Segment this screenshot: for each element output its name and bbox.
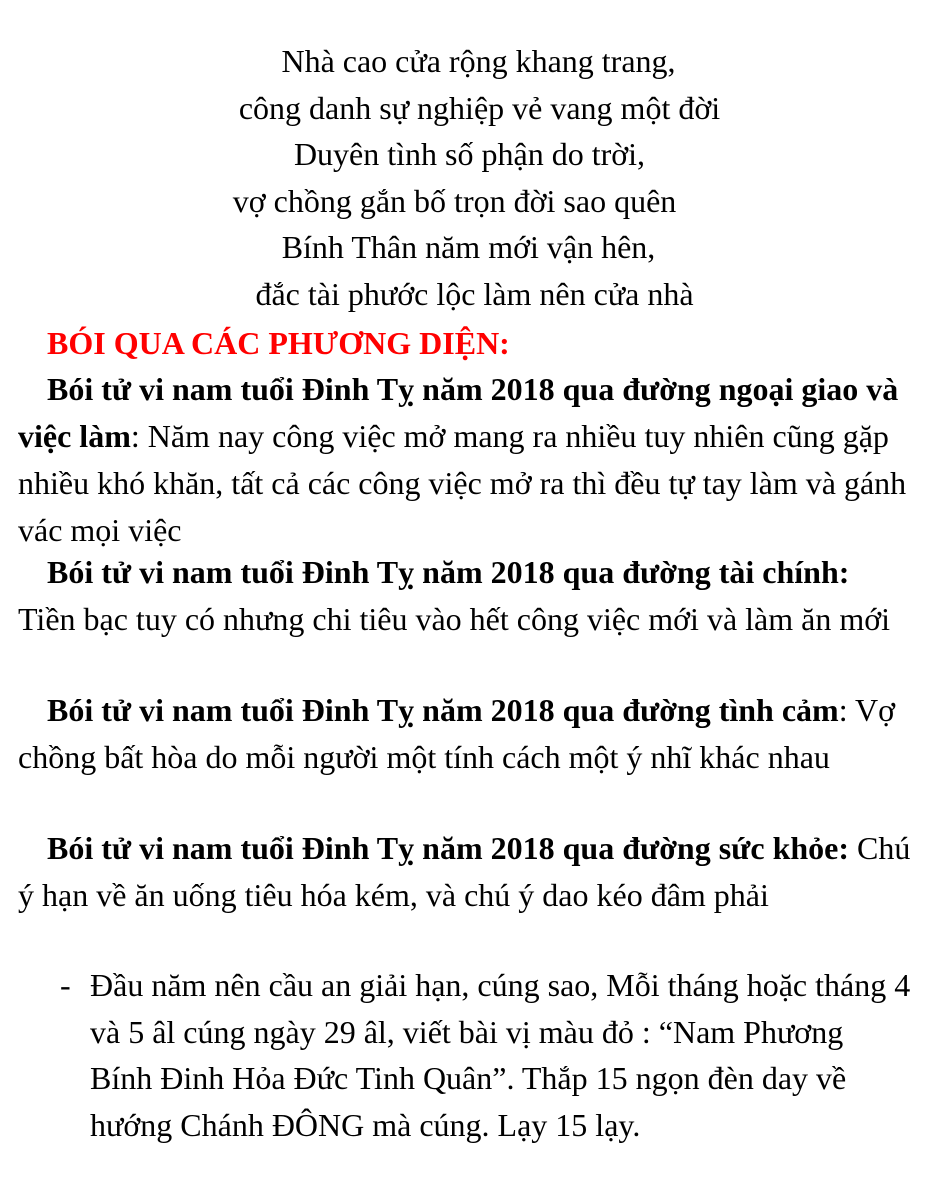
section-heading: BÓI QUA CÁC PHƯƠNG DIỆN: (47, 325, 510, 361)
fortune-section-finance (18, 549, 913, 643)
list-bullet: - (60, 967, 71, 1003)
poem-line: Duyên tình số phận do trời, (293, 136, 646, 172)
section-label: Bói tử vi nam tuổi Đinh Tỵ năm 2018 qua đường sức khỏe: (47, 830, 850, 866)
section-label: Bói tử vi nam tuổi Đinh Tỵ năm 2018 qua đường tài chính: (47, 554, 850, 590)
poem-line: Bính Thân năm mới vận hên, (281, 229, 656, 265)
poem-line: vợ chồng gắn bố trọn đời sao quên (232, 182, 677, 219)
fortune-section-health (18, 825, 913, 919)
poem-line: công danh sự nghiệp vẻ vang một đời (238, 89, 721, 126)
section-text: Chú ý hạn về ăn uống tiêu hóa kém, và chú ý dao kéo đâm phải (18, 830, 911, 913)
ritual-note (60, 962, 912, 1148)
fortune-section-love (18, 687, 913, 781)
fortune-section-career (18, 366, 913, 554)
section-text: : Năm nay công việc mở mang ra nhiều tuy nhiên cũng gặp nhiều khó khăn, tất cả các công việc mở ra thì đều tự tay làm và gánh vác mọi việc (18, 418, 907, 548)
section-label: Bói tử vi nam tuổi Đinh Tỵ năm 2018 qua đường tình cảm (47, 692, 839, 728)
section-label: Bói tử vi nam tuổi Đinh Tỵ năm 2018 qua đường ngoại giao và việc làm (18, 371, 899, 454)
poem-line: Nhà cao cửa rộng khang trang, (281, 43, 676, 79)
poem (0, 38, 927, 317)
section-text: Tiền bạc tuy có nhưng chi tiêu vào hết công việc mới và làm ăn mới (18, 601, 891, 637)
poem-line: đắc tài phước lộc làm nên cửa nhà (255, 275, 694, 312)
section-text: : Vợ chồng bất hòa do mỗi người một tính cách một ý nhĩ khác nhau (18, 692, 896, 775)
ritual-note-text: Đầu năm nên cầu an giải hạn, cúng sao, Mỗi tháng hoặc tháng 4 và 5 âl cúng ngày 29 âl, viết bài vị màu đỏ : “Nam Phương Bính Đinh Hỏa Đức Tinh Quân”. Thắp 15 ngọn đèn day về hướng Chánh ĐÔNG mà cúng. Lạy 15 lạy. (90, 967, 911, 1143)
